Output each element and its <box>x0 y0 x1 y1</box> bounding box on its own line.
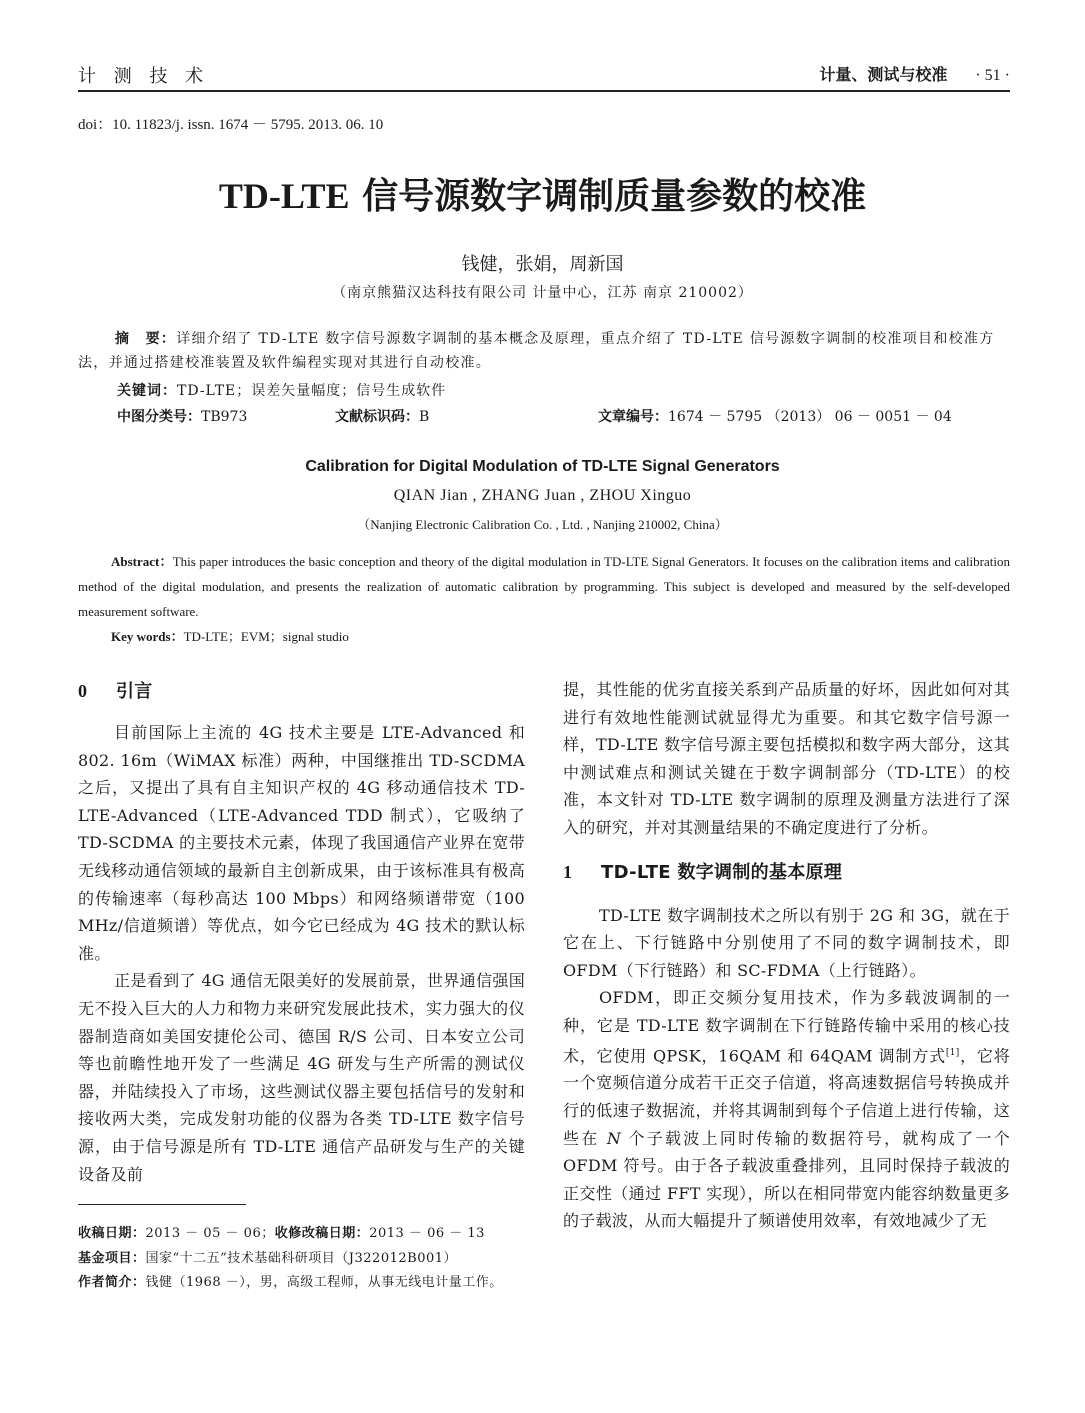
revised-label: 收修改稿日期： <box>274 1226 370 1241</box>
page-number: · 51 · <box>975 67 1010 84</box>
journal-name: 计 测 技 术 <box>78 66 210 87</box>
running-header <box>819 62 1010 85</box>
abstract-zh <box>78 327 1010 375</box>
section-name: 计量、测试与校准 <box>819 65 948 84</box>
title-chinese: 信号源数字调制质量参数的校准 <box>362 175 867 217</box>
doi: doi：10. 11823/j. issn. 1674 － 5795. 2013. 06. 10 <box>78 117 384 133</box>
received-date: 2013 － 05 － 06； <box>145 1226 275 1241</box>
english-affiliation: （Nanjing Electronic Calibration Co. , Ltd. , Nanjing 210002, China） <box>357 517 728 532</box>
keywords-zh-label: 关键词： <box>117 383 177 399</box>
keywords-zh-text: TD-LTE；误差矢量幅度；信号生成软件 <box>177 383 447 399</box>
keywords-en-text: TD-LTE；EVM；signal studio <box>183 629 349 644</box>
abstract-en-text: This paper introduces the basic conception and theory of the digital modulation in TD-LTE Signal Generators. It focuses on the calibration items and calibration method of the digital modulation, and presents the realization of automatic calibration by programming. This subject is developed and measured by the self-developed measurement software. <box>78 554 1010 619</box>
section-0-number: 0 <box>78 681 88 701</box>
revised-date: 2013 － 06 － 13 <box>369 1226 485 1241</box>
fund-label: 基金项目： <box>78 1250 146 1266</box>
p2-part-a: OFDM，即正交频分复用技术，作为多载波调制的一种，它是 TD-LTE 数字调制在下行链路传输中采用的核心技术，它使用 QPSK，16QAM 和 64QAM 调制方式 <box>563 988 1010 1065</box>
title-latin: TD-LTE <box>218 176 350 216</box>
clc-label: 中图分类号： <box>117 409 201 425</box>
section-1-paragraph-2 <box>563 984 1010 1235</box>
section-0-paragraph-1: 目前国际上主流的 4G 技术主要是 LTE-Advanced 和802. 16m（WiMAX 标准）两种，中国继推出 TD-SCDMA 之后，又提出了具有自主知识产权的 4G 移动通信技术 TD-LTE-Advanced（LTE-Advanced TDD 制式），它吸纳了 TD-SCDMA 的主要技术元素，体现了我国通信产业界在宽带无线移动通信领域的最新自主创新成果，由于该标准具有极高的传输速率（每秒高达 100 Mbps）和网络频谱带宽（100 MHz/信道频谱）等优点，如今它已经成为 4G 技术的默认标准。 <box>78 723 525 963</box>
section-1-title: TD-LTE 数字调制的基本原理 <box>601 861 843 883</box>
abstract-en-label: Abstract： <box>111 554 173 569</box>
keywords-en-label: Key words： <box>111 629 184 644</box>
p2-part-c: 个子载波上同时传输的数据符号，就构成了一个 OFDM 符号。由于各子载波重叠排列，且同时保持子载波的正交性（通过 FFT 实现），所以在相同带宽内能容纳数量更多的子载波，从而大幅提升了频谱使用效率，有效地减少了无 <box>563 1128 1010 1231</box>
received-label: 收稿日期： <box>78 1226 146 1241</box>
abstract-zh-text: 详细介绍了 TD-LTE 数字信号源数字调制的基本概念及原理，重点介绍了 TD-LTE 信号源数字调制的校准项目和校准方法，并通过搭建校准装置及软件编程实现对其进行自动校准。 <box>78 331 995 371</box>
right-column <box>563 676 1010 1235</box>
left-column <box>78 676 525 1188</box>
section-1-number: 1 <box>563 861 573 882</box>
intro-continuation: 提，其性能的优劣直接关系到产品质量的好坏，因此如何对其进行有效地性能测试就显得尤为重要。和其它数字信号源一样，TD-LTE 数字信号源主要包括模拟和数字两大部分，这其中测试难点和测试关键在于数字调制部分（TD-LTE）的校准，本文针对 TD-LTE 数字调制的原理及测量方法进行了深入的研究，并对其测量结果的不确定度进行了分析。 <box>563 680 1010 837</box>
article-number-value: 1674 － 5795 （2013） 06 － 0051 － 04 <box>668 409 952 425</box>
abstract-en <box>78 549 1010 624</box>
abstract-zh-label: 摘 要： <box>115 331 177 347</box>
footnote-bio <box>78 1271 533 1296</box>
footnote-rule <box>78 1204 246 1205</box>
doc-code-label: 文献标识码： <box>335 409 419 425</box>
footnote-fund <box>78 1247 533 1272</box>
bio-text: 钱健（1968 －），男，高级工程师，从事无线电计量工作。 <box>145 1275 503 1290</box>
citation-ref-1[interactable]: [1] <box>945 1047 960 1058</box>
fund-text: 国家“十二五”技术基础科研项目（J322012B001） <box>145 1250 458 1266</box>
affiliation: （南京熊猫汉达科技有限公司 计量中心，江苏 南京 210002） <box>332 285 753 301</box>
p2-variable-n: N <box>606 1128 622 1148</box>
header-rule <box>78 90 1010 92</box>
article-number-label: 文章编号： <box>598 409 668 425</box>
english-authors: QIAN Jian , ZHANG Juan , ZHOU Xinguo <box>393 487 692 504</box>
footnotes <box>78 1222 533 1296</box>
authors: 钱健，张娟，周新国 <box>461 254 624 275</box>
classification-row <box>117 406 1010 426</box>
english-title: Calibration for Digital Modulation of TD-LTE Signal Generators <box>305 458 780 475</box>
doc-code <box>335 406 429 426</box>
section-0-paragraph-2: 正是看到了 4G 通信无限美好的发展前景，世界通信强国无不投入巨大的人力和物力来研究发展此技术，实力强大的仪器制造商如美国安捷伦公司、德国 R/S 公司、日本安立公司等也前瞻性地开发了一些满足 4G 研发与生产所需的测试仪器，并陆续投入了市场，这些测试仪器主要包括信号的发射和接收两大类，完成发射功能的仪器为各类 TD-LTE 数字信号源，由于信号源是所有 TD-LTE 通信产品研发与生产的关键设备及前 <box>78 971 525 1184</box>
footnote-dates <box>78 1222 533 1247</box>
p2-part-b: ，它将一个宽频信道分成若干正交子信道，将高速数据信号转换成并行的低速子数据流，并将其调制到每个子信道上进行传输，这些在 <box>563 1045 1011 1148</box>
doc-code-value: B <box>419 409 430 425</box>
keywords-zh <box>117 380 446 400</box>
clc <box>117 409 247 425</box>
article-number <box>598 406 952 426</box>
section-0-heading <box>78 676 525 707</box>
section-1-heading <box>563 857 1010 888</box>
keywords-en <box>111 626 349 645</box>
section-0-title: 引言 <box>116 681 153 702</box>
clc-value: TB973 <box>201 409 248 425</box>
section-1-paragraph-1: TD-LTE 数字调制技术之所以有别于 2G 和 3G，就在于它在上、下行链路中分别使用了不同的数字调制技术，即 OFDM（下行链路）和 SC-FDMA（上行链路）。 <box>563 905 1010 980</box>
bio-label: 作者简介： <box>78 1275 146 1290</box>
paper-title <box>0 168 1085 219</box>
